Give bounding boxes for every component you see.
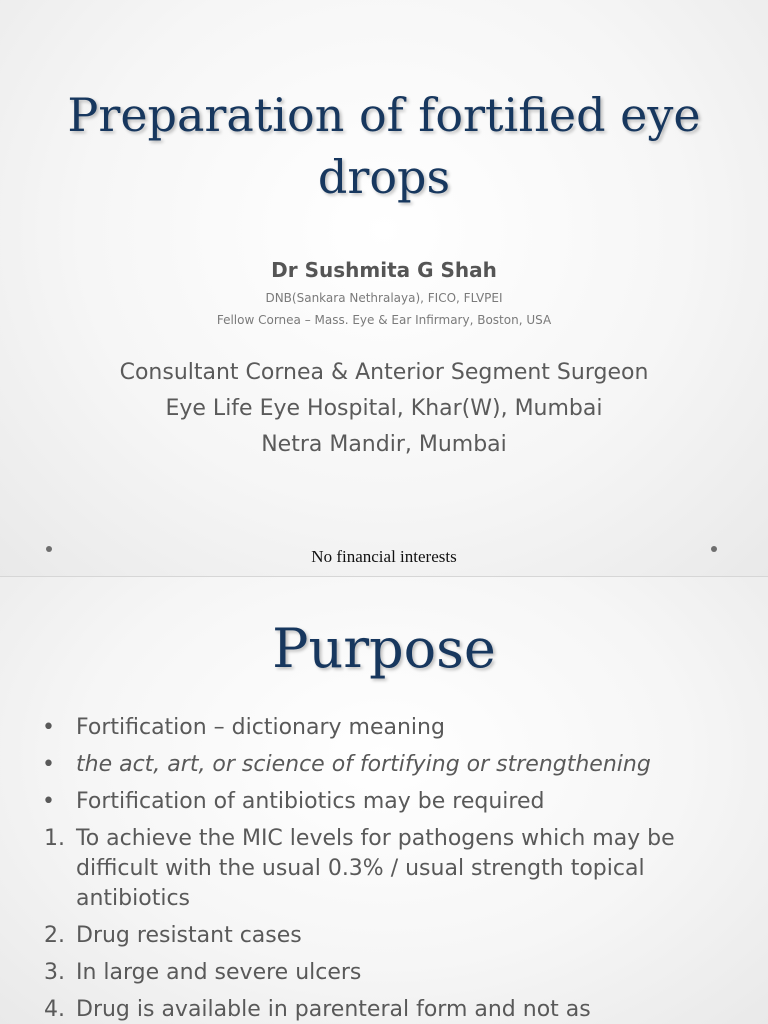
list-item-text: Fortification of antibiotics may be required <box>76 789 545 814</box>
numbered-item-text: In large and severe ulcers <box>76 960 362 985</box>
list-item <box>42 787 742 817</box>
numbered-item <box>42 958 742 988</box>
definition-text: the act, art, or science of fortifying or strengthening <box>76 752 651 777</box>
numbered-item <box>42 921 742 951</box>
affiliations-block <box>84 357 684 460</box>
slide-title: Preparation of fortified eye drops <box>67 88 701 204</box>
bullet-dot-right <box>711 546 717 552</box>
bullet-marker: • <box>42 789 55 814</box>
item-number: 3. <box>44 960 65 985</box>
numbered-item <box>42 995 742 1024</box>
affiliation-hospital: Eye Life Eye Hospital, Khar(W), Mumbai <box>165 396 603 421</box>
disclaimer-text: No financial interests <box>311 547 457 566</box>
item-number: 1. <box>44 826 65 851</box>
affiliation-position: Consultant Cornea & Anterior Segment Surgeon <box>119 360 649 385</box>
item-number: 4. <box>44 997 65 1022</box>
affiliation-institute: Netra Mandir, Mumbai <box>261 432 507 457</box>
author-name: Dr Sushmita G Shah <box>271 258 497 282</box>
author-credentials: DNB(Sankara Nethralaya), FICO, FLVPEI <box>265 291 503 305</box>
list-item <box>42 750 742 780</box>
bullet-marker: • <box>42 715 55 740</box>
slide-title: Purpose <box>272 617 496 680</box>
author-fellowship: Fellow Cornea – Mass. Eye & Ear Infirmary, Boston, USA <box>216 313 552 327</box>
list-item <box>42 713 742 743</box>
list-item-text: Fortification – dictionary meaning <box>76 715 445 740</box>
bullet-marker: • <box>42 752 55 777</box>
numbered-item-text: Drug resistant cases <box>76 923 302 948</box>
numbered-item-text: Drug is available in parenteral form and not as <box>76 997 591 1022</box>
item-number: 2. <box>44 923 65 948</box>
numbered-item-text: To achieve the MIC levels for pathogens which may be difficult with the usual 0.3% / usual strength topical antibiotics <box>76 826 675 911</box>
numbered-item <box>42 824 742 914</box>
purpose-list <box>42 713 742 1024</box>
purpose-slide <box>0 577 768 1024</box>
